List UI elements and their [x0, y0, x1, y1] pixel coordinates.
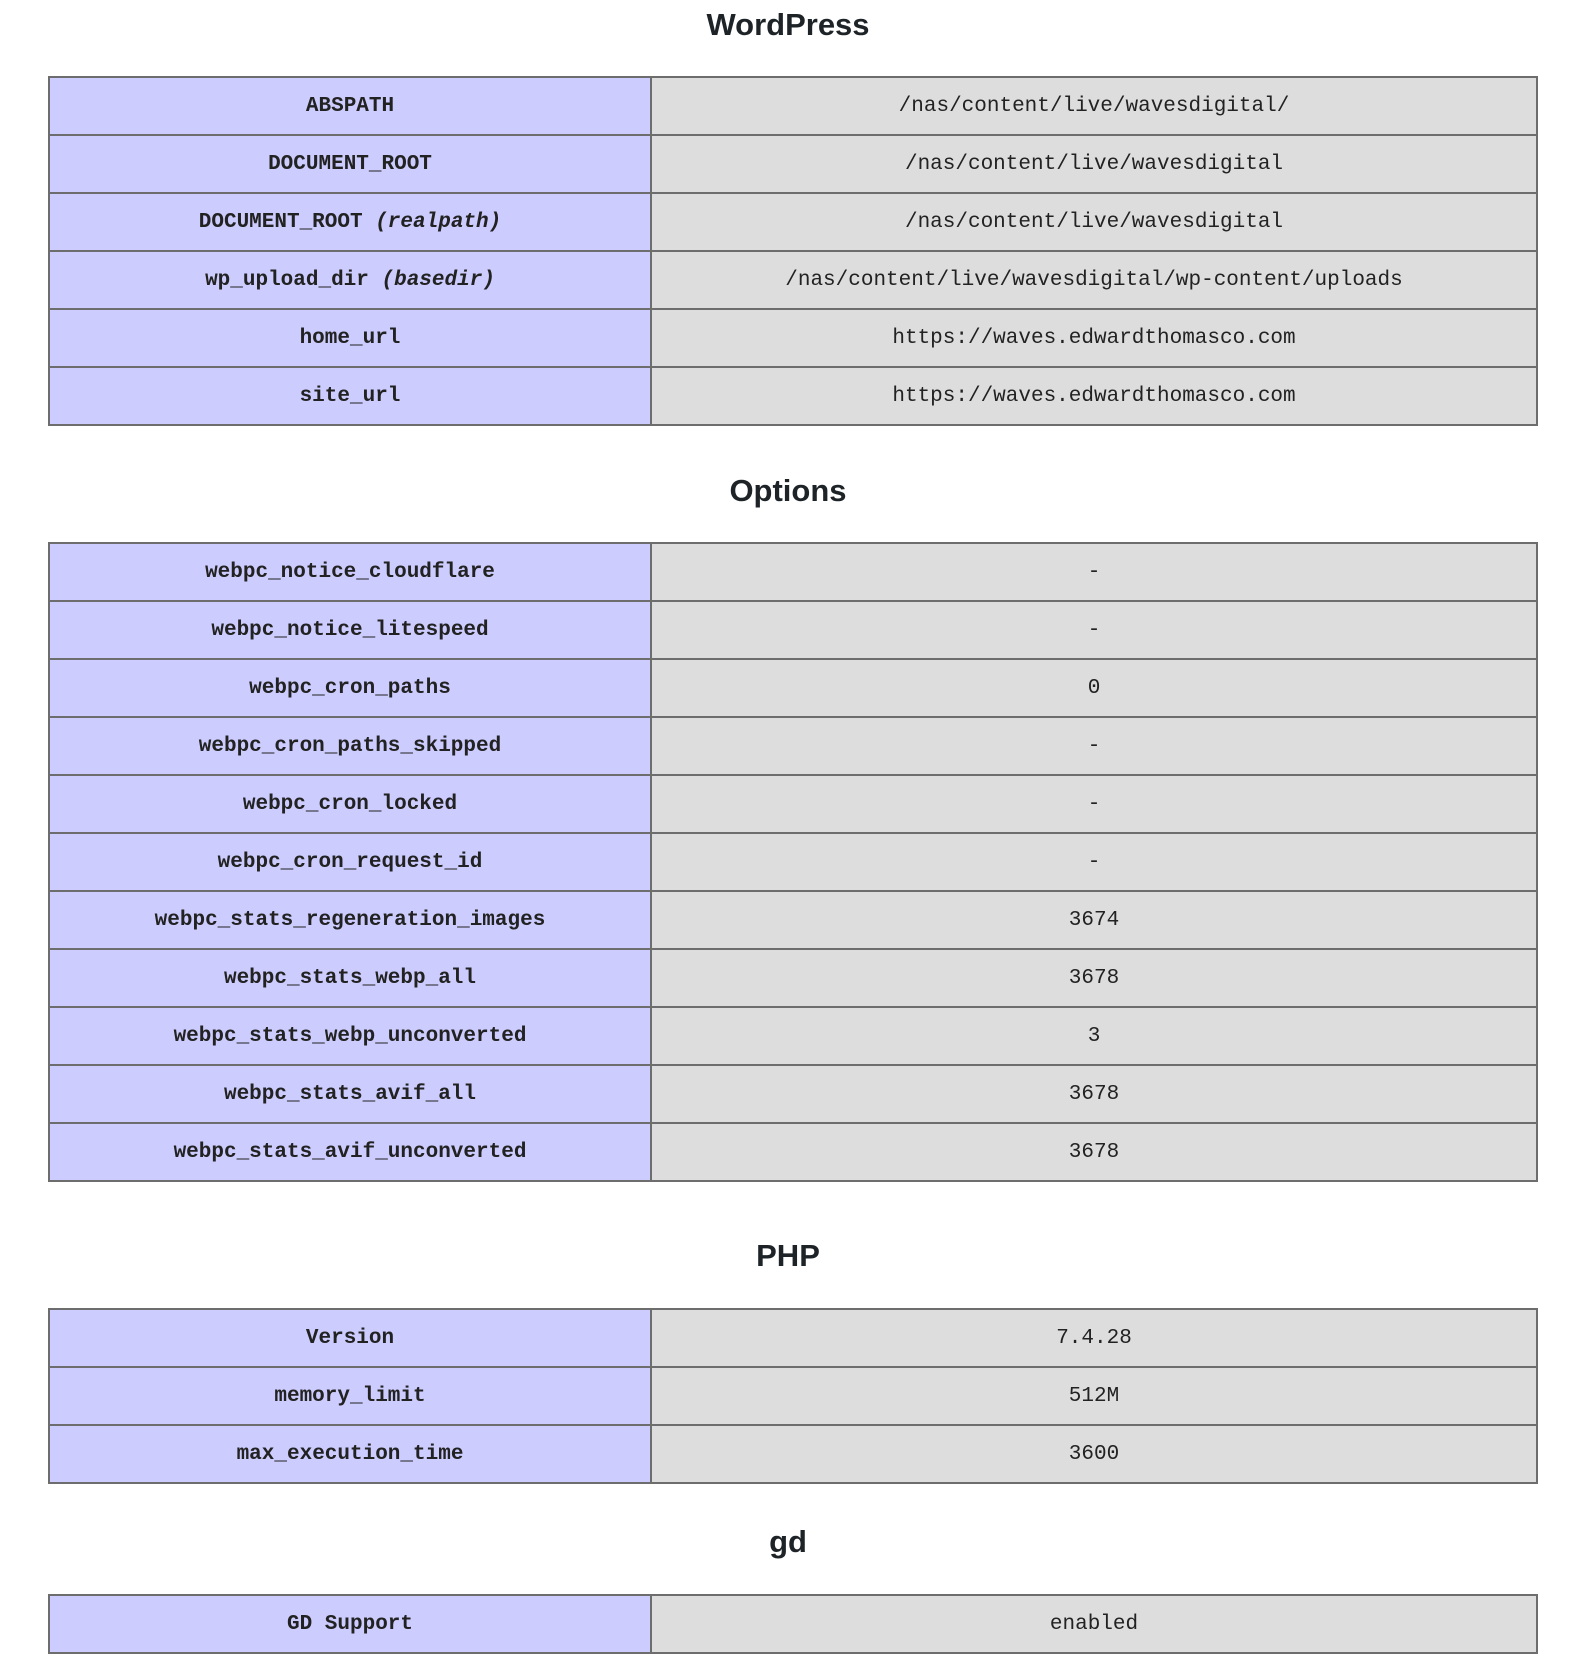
row-value: 3678	[651, 1065, 1537, 1123]
table-row	[49, 717, 1537, 775]
row-value: /nas/content/live/wavesdigital/	[651, 77, 1537, 135]
row-key: DOCUMENT_ROOT (realpath)	[49, 193, 651, 251]
table-row	[49, 1367, 1537, 1425]
row-value: 3600	[651, 1425, 1537, 1483]
table-row	[49, 891, 1537, 949]
row-value: 3678	[651, 949, 1537, 1007]
row-key: DOCUMENT_ROOT	[49, 135, 651, 193]
table-row	[49, 1309, 1537, 1367]
row-key-suffix: (basedir)	[381, 268, 495, 292]
row-value: -	[651, 543, 1537, 601]
row-key: webpc_stats_avif_all	[49, 1065, 651, 1123]
row-key: site_url	[49, 367, 651, 425]
table-row	[49, 77, 1537, 135]
table-row	[49, 949, 1537, 1007]
wordpress-table	[48, 76, 1538, 426]
row-value: 7.4.28	[651, 1309, 1537, 1367]
table-row	[49, 659, 1537, 717]
row-key: max_execution_time	[49, 1425, 651, 1483]
row-value: enabled	[651, 1595, 1537, 1653]
row-key: webpc_notice_litespeed	[49, 601, 651, 659]
options-section-title: Options	[729, 473, 847, 508]
row-value: 0	[651, 659, 1537, 717]
row-value: https://waves.edwardthomasco.com	[651, 309, 1537, 367]
row-value: 3674	[651, 891, 1537, 949]
row-value: 3	[651, 1007, 1537, 1065]
table-row	[49, 601, 1537, 659]
row-value: /nas/content/live/wavesdigital	[651, 193, 1537, 251]
row-key: wp_upload_dir (basedir)	[49, 251, 651, 309]
row-value: 3678	[651, 1123, 1537, 1181]
options-table	[48, 542, 1538, 1182]
row-key: Version	[49, 1309, 651, 1367]
row-key: GD Support	[49, 1595, 651, 1653]
table-row	[49, 367, 1537, 425]
row-value: -	[651, 775, 1537, 833]
row-key: webpc_stats_regeneration_images	[49, 891, 651, 949]
table-row	[49, 309, 1537, 367]
row-value: https://waves.edwardthomasco.com	[651, 367, 1537, 425]
wordpress-section-title: WordPress	[706, 7, 870, 42]
row-key: webpc_cron_paths_skipped	[49, 717, 651, 775]
row-key: memory_limit	[49, 1367, 651, 1425]
table-row	[49, 775, 1537, 833]
gd-section-title: gd	[769, 1524, 807, 1559]
table-row	[49, 833, 1537, 891]
wordpress-section	[0, 0, 1576, 50]
row-key: webpc_cron_request_id	[49, 833, 651, 891]
table-row	[49, 193, 1537, 251]
row-key: webpc_cron_paths	[49, 659, 651, 717]
php-section	[0, 1231, 1576, 1281]
row-value: /nas/content/live/wavesdigital/wp-content/uploads	[651, 251, 1537, 309]
row-value: -	[651, 717, 1537, 775]
php-section-title: PHP	[756, 1238, 820, 1273]
row-key: home_url	[49, 309, 651, 367]
row-key: webpc_notice_cloudflare	[49, 543, 651, 601]
table-row	[49, 543, 1537, 601]
table-row	[49, 1007, 1537, 1065]
table-row	[49, 1123, 1537, 1181]
table-row	[49, 1425, 1537, 1483]
row-key: webpc_stats_webp_all	[49, 949, 651, 1007]
row-value: /nas/content/live/wavesdigital	[651, 135, 1537, 193]
row-key-suffix: (realpath)	[375, 210, 502, 234]
table-row	[49, 251, 1537, 309]
table-row	[49, 1595, 1537, 1653]
gd-table	[48, 1594, 1538, 1654]
options-section	[0, 466, 1576, 516]
row-value: 512M	[651, 1367, 1537, 1425]
row-key: webpc_stats_avif_unconverted	[49, 1123, 651, 1181]
row-value: -	[651, 833, 1537, 891]
gd-section	[0, 1517, 1576, 1567]
php-table	[48, 1308, 1538, 1484]
row-value: -	[651, 601, 1537, 659]
table-row	[49, 135, 1537, 193]
table-row	[49, 1065, 1537, 1123]
row-key: webpc_stats_webp_unconverted	[49, 1007, 651, 1065]
row-key: webpc_cron_locked	[49, 775, 651, 833]
row-key: ABSPATH	[49, 77, 651, 135]
